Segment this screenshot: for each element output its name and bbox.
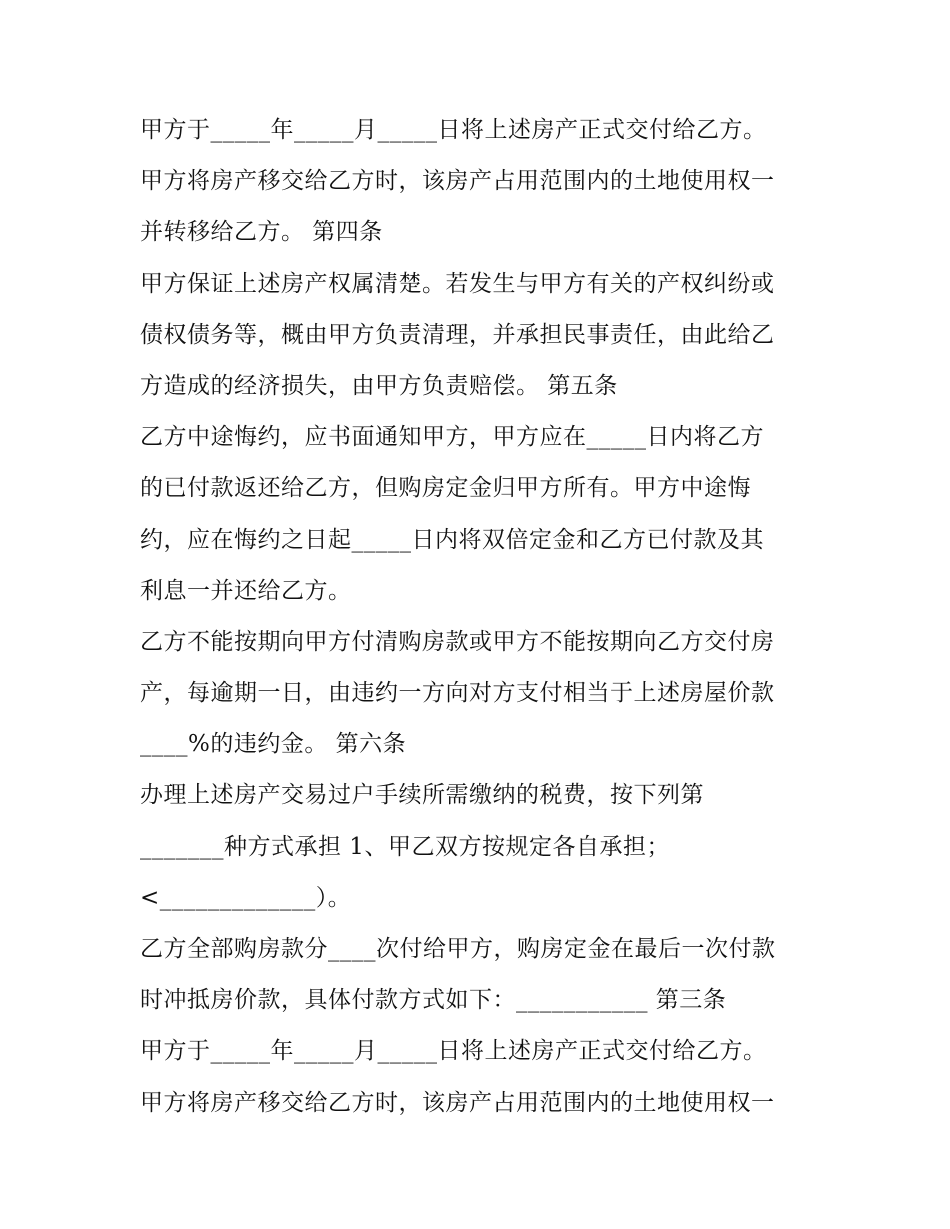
text-line-6: 方造成的经济损失，由甲方负责赔偿。 第五条 — [140, 372, 618, 399]
text-line-18: 时冲抵房价款，具体付款方式如下：___________ 第三条 — [140, 987, 727, 1014]
text-line-14: 办理上述房产交易过户手续所需缴纳的税费，按下列第 — [140, 782, 704, 809]
text-line-13: ____%的违约金。 第六条 — [140, 731, 407, 758]
text-line-12: 产，每逾期一日，由违约一方向对方支付相当于上述房屋价款 — [140, 680, 775, 707]
text-line-1: 甲方于_____年_____月_____日将上述房产正式交付给乙方。 — [140, 117, 767, 143]
text-line-3: 并转移给乙方。 第四条 — [140, 219, 383, 246]
contract-text — [140, 105, 820, 1129]
text-line-8: 的已付款返还给乙方，但购房定金归甲方所有。甲方中途悔 — [140, 475, 751, 502]
text-line-11: 乙方不能按期向甲方付清购房款或甲方不能按期向乙方交付房 — [140, 628, 775, 655]
text-line-4: 甲方保证上述房产权属清楚。若发生与甲方有关的产权纠纷或 — [140, 270, 775, 297]
text-line-17: 乙方全部购房款分____次付给甲方，购房定金在最后一次付款 — [140, 936, 776, 962]
text-line-20: 甲方将房产移交给乙方时，该房产占用范围内的土地使用权一 — [140, 1089, 775, 1116]
text-line-5: 债权债务等，概由甲方负责清理，并承担民事责任，由此给乙 — [140, 321, 775, 348]
text-line-9: 约，应在悔约之日起_____日内将双倍定金和乙方已付款及其 — [140, 526, 764, 553]
text-line-19: 甲方于_____年_____月_____日将上述房产正式交付给乙方。 — [140, 1038, 767, 1065]
text-line-10: 利息一并还给乙方。 — [140, 577, 352, 604]
text-line-7: 乙方中途悔约，应书面通知甲方，甲方应在_____日内将乙方 — [140, 424, 764, 451]
text-line-15: _______种方式承担 1、甲乙双方按规定各自承担； — [140, 833, 670, 860]
text-line-16: <_____________）。 — [140, 884, 352, 911]
text-line-2: 甲方将房产移交给乙方时，该房产占用范围内的土地使用权一 — [140, 168, 775, 195]
